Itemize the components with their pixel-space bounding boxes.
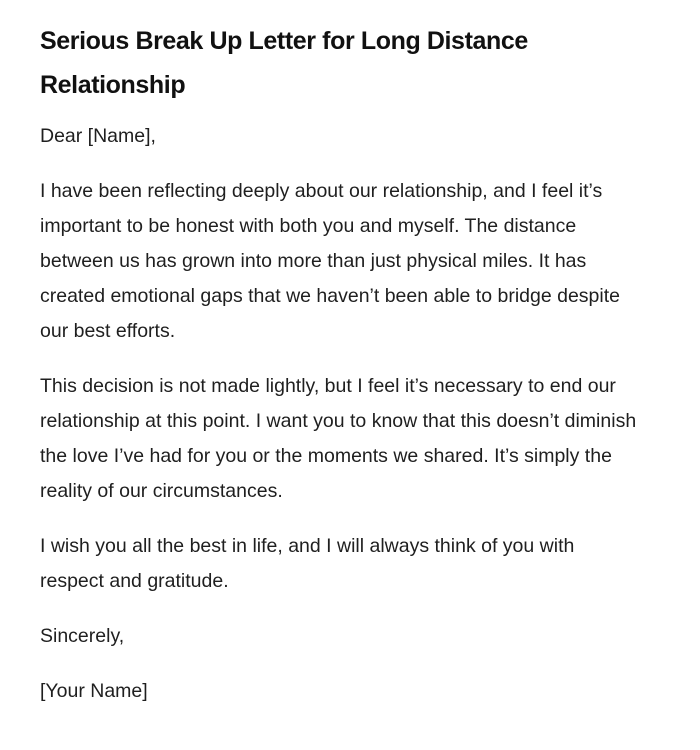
body-paragraph-3: I wish you all the best in life, and I will always think of you with respect and gratitude. xyxy=(40,535,575,592)
letter-title: Serious Break Up Letter for Long Distance Relationship xyxy=(40,27,528,99)
salutation: Dear [Name], xyxy=(40,125,156,147)
signature: [Your Name] xyxy=(40,680,148,702)
body-paragraph-1: I have been reflecting deeply about our relationship, and I feel it’s important to be honest with both you and myself. The distance between us has grown into more than just physical miles. It has created emotional gaps that we haven’t been able to bridge despite our best efforts. xyxy=(40,180,620,342)
body-paragraph-2: This decision is not made lightly, but I feel it’s necessary to end our relationship at this point. I want you to know that this doesn’t diminish the love I’ve had for you or the moments we shared. It’s simply the reality of our circumstances. xyxy=(40,375,637,502)
closing: Sincerely, xyxy=(40,625,125,647)
